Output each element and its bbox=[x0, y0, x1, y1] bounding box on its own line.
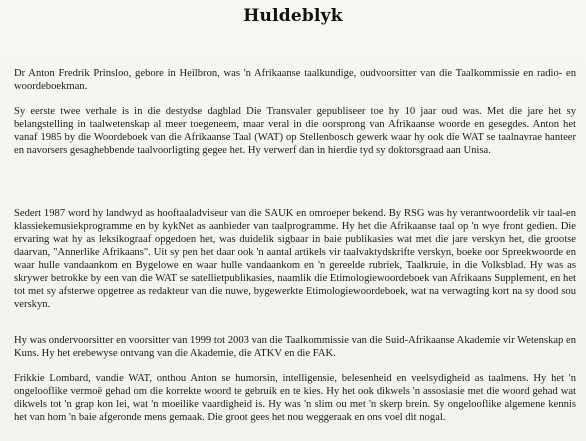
paragraph-broadcasting: Sedert 1987 word hy landwyd as hooftaaladviseur van die SAUK en omroeper bekend. By RSG was hy verantwoordelik vir taal-en klassiekemusiekprogramme en by kykNet as aanbieder van taalprogramme. Hy het die Afrikaanse taal op 'n wye front gedien. Die ervaring wat hy as leksikograaf opgedoen het, was duidelik sigbaar in baie publikasies wat met die jare verskyn het, die grootse daarvan, "Annerlike Afrikaans". Uit sy pen het daar ook 'n aantal artikels vir taalvaktydskrifte verskyn, boeke oor Spreekwoorde en waar hulle vandaankom en Bygelowe en waar hulle vandaankom en 'n gereelde rubriek, Taalkruie, in die Volksblad. Hy was as skrywer betrokke by een van die WAT se satellietpublikasies, naamlik die Etimologiewoordeboek van Afrikaans Supplement, en het tot met sy afsterwe opgetree as redakteur van die nuwe, bygewerkte Etimologiewoordeboek, wat na verwagting kort na sy dood sou verskyn. bbox=[14, 208, 576, 310]
paragraph-early-career: Sy eerste twee verhale is in die destydse dagblad Die Transvaler gepubliseer toe hy 10 jaar oud was. Met die jare het sy belangstelling in taalwetenskap al meer toegeneem, maar veral in die oorsprong van Afrikaanse woorde en gesegdes. Anton het vanaf 1985 by die Woordeboek van die Afrikaanse Taal (WAT) op Stellenbosch gewerk waar hy ook die WAT se taalnavrae hanteer en navorsers gesaghebbende taalvoorligting gegee het. Hy verwerf dan in hierdie tyd sy doktorsgraad aan Unisa. bbox=[14, 106, 576, 156]
paragraph-tribute: Frikkie Lombard, vandie WAT, onthou Anton se humorsin, intelligensie, belesenheid en veelsydigheid as taalmens. Hy het 'n ongelooflike vermoë gehad om die korrekte woord te gebruik en te kies. Hy het ook dikwels 'n assosiasie met die woord gehad wat dikwels tot 'n grap kon lei, wat 'n moeilike vaardigheid is. Hy was 'n slim ou met 'n skerp brein. Sy ongelooflike algemene kennis het van hom 'n baie afgeronde mens gemaak. Die groot gees het nou weggeraak en ons voel dit nogal. bbox=[14, 373, 576, 423]
paragraph-intro: Dr Anton Fredrik Prinsloo, gebore in Heilbron, was 'n Afrikaanse taalkundige, oudvoorsitter van die Taalkommissie en radio- en woordeboekman. bbox=[14, 68, 576, 92]
paragraph-taalkommissie: Hy was ondervoorsitter en voorsitter van 1999 tot 2003 van die Taalkommissie van die Suid-Afrikaanse Akademie vir Wetenskap en Kuns. Hy het erebewyse ontvang van die Akademie, die ATKV en die FAK. bbox=[14, 335, 576, 359]
document-title: Huldeblyk bbox=[243, 6, 343, 26]
